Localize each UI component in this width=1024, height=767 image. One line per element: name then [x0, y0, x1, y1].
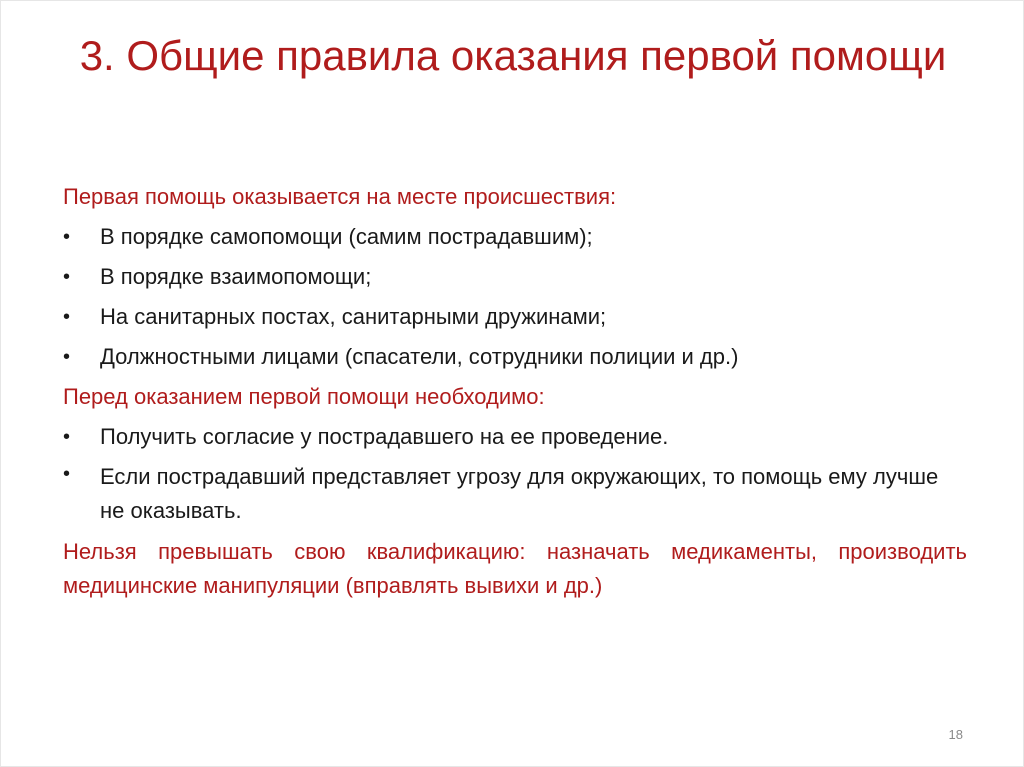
list-item-text: В порядке самопомощи (самим пострадавшим);: [100, 224, 593, 249]
slide-title: 3. Общие правила оказания первой помощи: [79, 32, 947, 79]
bullet-icon: •: [63, 266, 71, 288]
list-item: [63, 457, 967, 531]
list-item-text: На санитарных постах, санитарными дружинами;: [100, 304, 607, 329]
slide-content: [63, 177, 967, 603]
bullet-icon: •: [63, 226, 71, 248]
list-item-text: Должностными лицами (спасатели, сотрудники полиции и др.): [100, 344, 739, 369]
section-heading-location: Первая помощь оказывается на месте происшествия:: [63, 184, 617, 209]
page-number: 18: [948, 727, 963, 742]
list-item: [63, 417, 967, 457]
qualification-warning: Нельзя превышать свою квалификацию: назначать медикаменты, производить медицинские манипуляции (вправлять вывихи и др.): [63, 539, 967, 598]
bullet-icon: •: [63, 306, 71, 328]
list-item-text: Получить согласие у пострадавшего на ее проведение.: [100, 424, 669, 449]
bullet-icon: •: [63, 426, 71, 448]
list-item: [63, 217, 967, 257]
before-help-list: [63, 417, 967, 531]
list-item: [63, 337, 967, 377]
bullet-icon: •: [63, 463, 71, 485]
list-item-text: Если пострадавший представляет угрозу для окружающих, то помощь ему лучше не оказывать.: [100, 464, 939, 523]
list-item: [63, 257, 967, 297]
list-item: [63, 297, 967, 337]
bullet-icon: •: [63, 346, 71, 368]
section-heading-before-help: Перед оказанием первой помощи необходимо:: [63, 384, 545, 409]
location-list: [63, 217, 967, 377]
list-item-text: В порядке взаимопомощи;: [100, 264, 372, 289]
